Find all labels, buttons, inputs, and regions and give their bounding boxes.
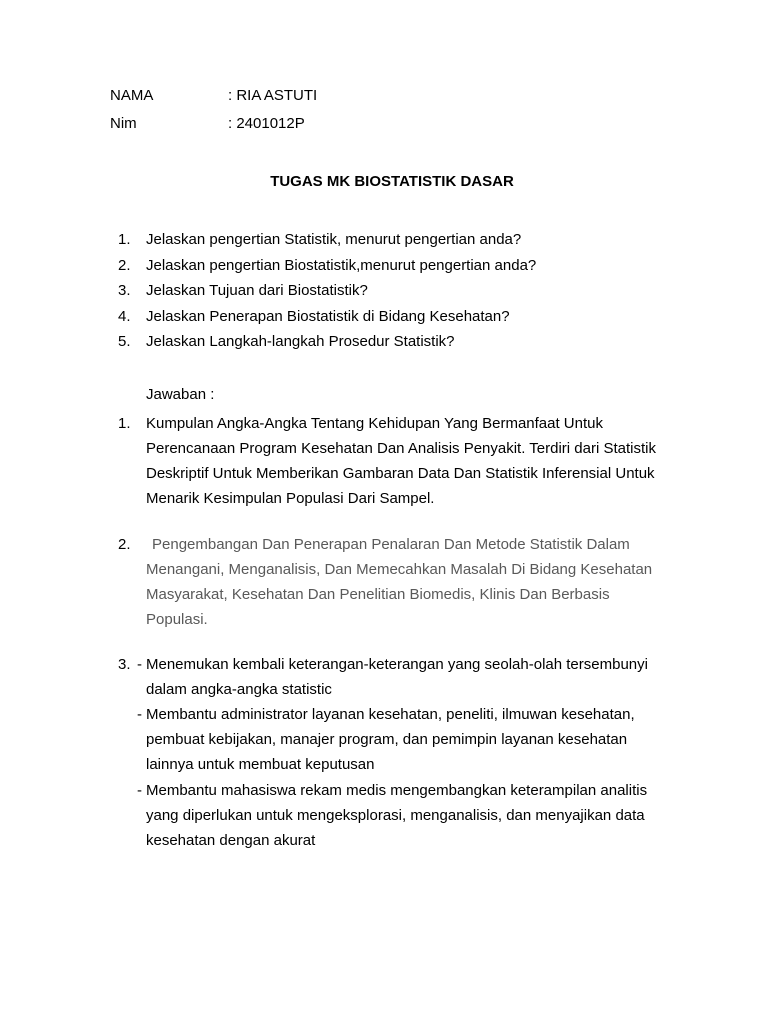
paragraph-line: Menarik Kesimpulan Populasi Dari Sampel. (146, 490, 435, 507)
paragraph-line: Menemukan kembali keterangan-keterangan yang seolah-olah tersembunyi (146, 656, 648, 673)
answer-3-bullet (146, 778, 674, 853)
question-number: 4. (118, 308, 131, 325)
question-number: 5. (118, 333, 131, 350)
question-text: Jelaskan pengertian Biostatistik,menurut pengertian anda? (146, 257, 537, 274)
paragraph-line: kesehatan dengan akurat (146, 832, 316, 849)
bullet-dash: - (137, 706, 142, 723)
question-number: 1. (118, 231, 131, 248)
nim-value: : 2401012P (228, 115, 305, 132)
paragraph-line: dalam angka-angka statistic (146, 681, 332, 698)
answer-number: 3. (118, 656, 131, 673)
bullet-dash: - (137, 782, 142, 799)
paragraph-line: Pengembangan Dan Penerapan Penalaran Dan Metode Statistik Dalam (152, 536, 630, 553)
paragraph-line: Perencanaan Program Kesehatan Dan Analisis Penyakit. Terdiri dari Statistik (146, 440, 656, 457)
paragraph-line: Menangani, Menganalisis, Dan Memecahkan Masalah Di Bidang Kesehatan (146, 561, 653, 578)
nim-label: Nim (110, 115, 137, 132)
paragraph-line: Membantu administrator layanan kesehatan, peneliti, ilmuwan kesehatan, (146, 706, 635, 723)
answer-number: 1. (118, 415, 131, 432)
question-number: 2. (118, 257, 131, 274)
bullet-dash: - (137, 656, 142, 673)
paragraph-line: lainnya untuk membuat keputusan (146, 756, 375, 773)
paragraph-line: yang diperlukan untuk mengeksplorasi, menganalisis, dan menyajikan data (146, 807, 645, 824)
question-text: Jelaskan pengertian Statistik, menurut pengertian anda? (146, 231, 522, 248)
nama-label: NAMA (110, 87, 154, 104)
paragraph-line: Kumpulan Angka-Angka Tentang Kehidupan Yang Bermanfaat Untuk (146, 415, 603, 432)
paragraph-line: Deskriptif Untuk Memberikan Gambaran Data Dan Statistik Inferensial Untuk (146, 465, 655, 482)
question-number: 3. (118, 282, 131, 299)
question-text: Jelaskan Penerapan Biostatistik di Bidang Kesehatan? (146, 308, 510, 325)
answer-3-bullet (146, 652, 674, 702)
answer-number: 2. (118, 536, 131, 553)
question-text: Jelaskan Langkah-langkah Prosedur Statistik? (146, 333, 455, 350)
answer-2-paragraph (146, 532, 674, 632)
answers-label: Jawaban : (146, 386, 215, 403)
nama-value: : RIA ASTUTI (228, 87, 318, 104)
paragraph-line: Masyarakat, Kesehatan Dan Penelitian Biomedis, Klinis Dan Berbasis (146, 586, 610, 603)
paragraph-line: Membantu mahasiswa rekam medis mengembangkan keterampilan analitis (146, 782, 648, 799)
paragraph-line: pembuat kebijakan, manajer program, dan pemimpin layanan kesehatan (146, 731, 628, 748)
answer-1-paragraph (146, 411, 674, 511)
answer-3-bullet (146, 702, 674, 777)
document-title: TUGAS MK BIOSTATISTIK DASAR (270, 173, 514, 190)
paragraph-line: Populasi. (146, 611, 208, 628)
question-text: Jelaskan Tujuan dari Biostatistik? (146, 282, 368, 299)
